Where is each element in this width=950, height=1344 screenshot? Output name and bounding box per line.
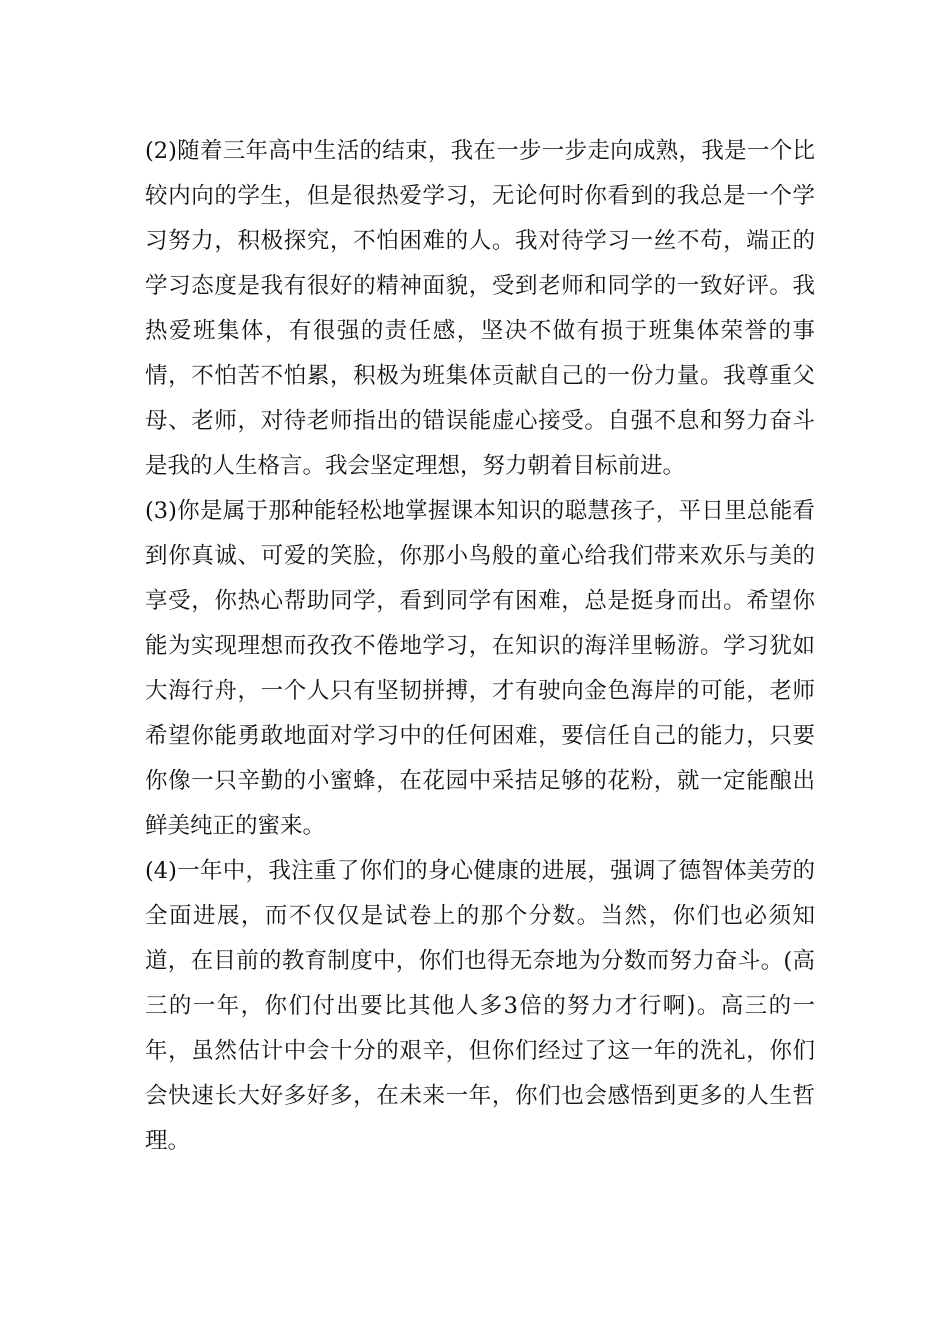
document-body: [145, 129, 815, 1164]
paragraph-2: (2)随着三年高中生活的结束，我在一步一步走向成熟，我是一个比较内向的学生，但是很热爱学习，无论何时你看到的我总是一个学习努力，积极探究，不怕困难的人。我对待学习一丝不苟，端正的学习态度是我有很好的精神面貌，受到老师和同学的一致好评。我热爱班集体，有很强的责任感，坚决不做有损于班集体荣誉的事情，不怕苦不怕累，积极为班集体贡献自己的一份力量。我尊重父母、老师，对待老师指出的错误能虚心接受。自强不息和努力奋斗是我的人生格言。我会坚定理想，努力朝着目标前进。: [145, 138, 815, 479]
paragraph-4: (4)一年中，我注重了你们的身心健康的进展，强调了德智体美劳的全面进展，而不仅仅是试卷上的那个分数。当然，你们也必须知道，在目前的教育制度中，你们也得无奈地为分数而努力奋斗。(高三的一年，你们付出要比其他人多3倍的努力才行啊)。高三的一年，虽然估计中会十分的艰辛，但你们经过了这一年的洗礼，你们会快速长大好多好多，在未来一年，你们也会感悟到更多的人生哲理。: [145, 858, 815, 1154]
paragraph-3: (3)你是属于那种能轻松地掌握课本知识的聪慧孩子，平日里总能看到你真诚、可爱的笑脸，你那小鸟般的童心给我们带来欢乐与美的享受，你热心帮助同学，看到同学有困难，总是挺身而出。希望你能为实现理想而孜孜不倦地学习，在知识的海洋里畅游。学习犹如大海行舟，一个人只有坚韧拼搏，才有驶向金色海岸的可能，老师希望你能勇敢地面对学习中的任何困难，要信任自己的能力，只要你像一只辛勤的小蜜蜂，在花园中采拮足够的花粉，就一定能酿出鲜美纯正的蜜来。: [145, 498, 815, 839]
